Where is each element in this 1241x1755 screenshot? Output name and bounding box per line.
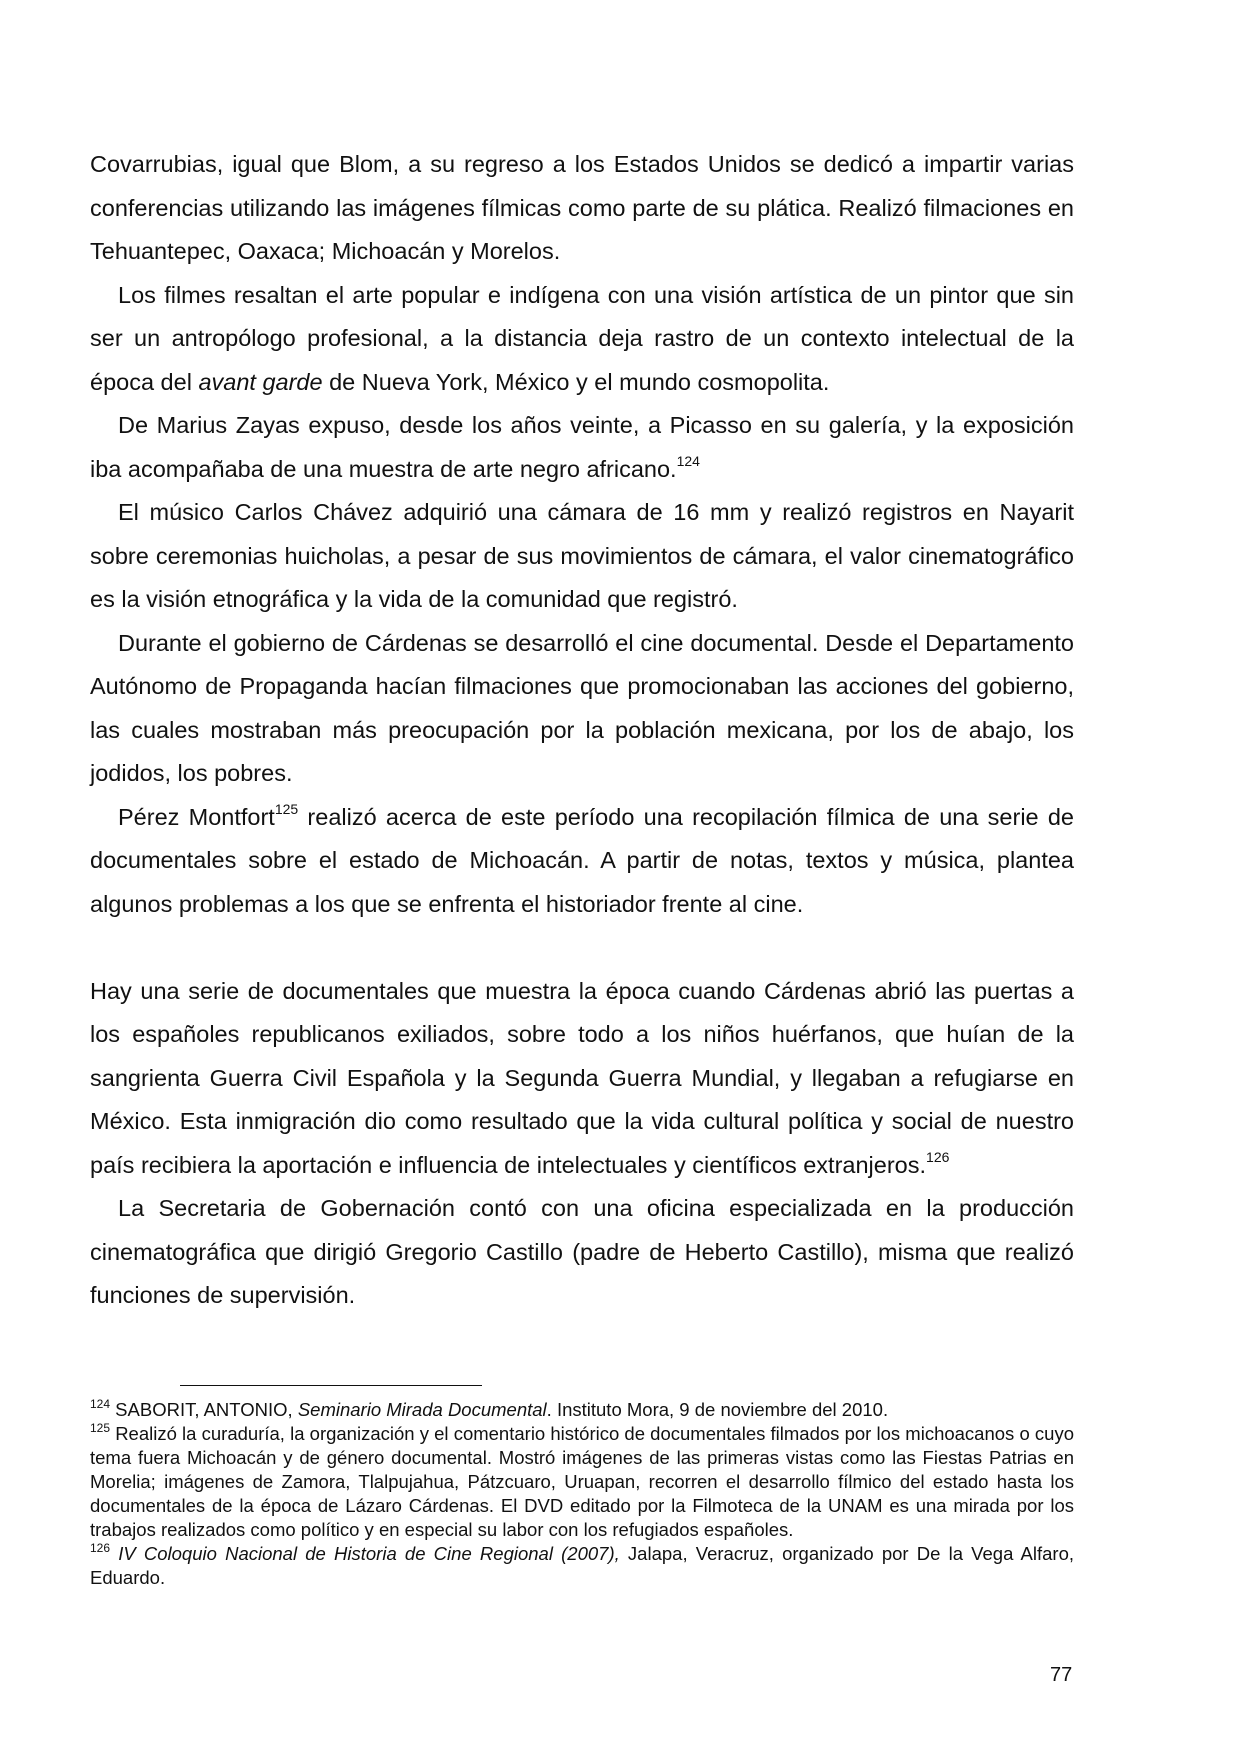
- text-run: El músico Carlos Chávez adquirió una cámara de 16 mm y realizó registros en Nayarit sobre ceremonias huicholas, a pesar de sus movimientos de cámara, el valor cinematográfico es la visión etnográfica y la vida de la comunidad que registró.: [90, 499, 1074, 612]
- italic-text: Seminario Mirada Documental: [297, 1399, 547, 1420]
- italic-text: avant garde: [198, 368, 323, 395]
- footnote-reference: 124: [676, 452, 700, 469]
- document-page: [90, 143, 1074, 1318]
- text-run: [110, 1543, 118, 1564]
- footnote: [90, 1542, 1074, 1590]
- text-run: . Instituto Mora, 9 de noviembre del 2010.: [546, 1399, 889, 1420]
- page-number: 77: [1050, 1664, 1073, 1686]
- text-run: Los filmes resaltan el arte popular e indígena con una visión artística de un pintor que sin ser un antropólogo profesional, a la distancia deja rastro de un contexto intelectual de la época del: [90, 281, 1074, 395]
- body-text: [90, 143, 1074, 1318]
- text-run: Pérez Montfort: [118, 803, 275, 830]
- text-run: De Marius Zayas expuso, desde los años veinte, a Picasso en su galería, y la exposición iba acompañaba de una muestra de arte negro africano.: [90, 412, 1074, 482]
- text-run: SABORIT, ANTONIO,: [110, 1399, 298, 1420]
- paragraph: [90, 274, 1074, 405]
- text-run: de Nueva York, México y el mundo cosmopolita.: [322, 368, 830, 395]
- paragraph: [90, 622, 1074, 796]
- footnote-number: 124: [90, 1396, 111, 1411]
- footnote: [90, 1422, 1074, 1542]
- footnote: [90, 1398, 1074, 1422]
- italic-text: IV Coloquio Nacional de Historia de Cine Regional (2007),: [118, 1543, 620, 1564]
- text-run: La Secretaria de Gobernación contó con una oficina especializada en la producción cinematográfica que dirigió Gregorio Castillo (padre de Heberto Castillo), misma que realizó funciones de supervisión.: [90, 1195, 1074, 1308]
- paragraph: [90, 796, 1074, 927]
- footnote-reference: 126: [926, 1148, 950, 1165]
- text-run: Hay una serie de documentales que muestra la época cuando Cárdenas abrió las puertas a los españoles republicanos exiliados, sobre todo a los niños huérfanos, que huían de la sangrienta Guerra Civil Española y la Segunda Guerra Mundial, y llegaban a refugiarse en México. Esta inmigración dio como resultado que la vida cultural política y social de nuestro país recibiera la aportación e influencia de intelectuales y científicos extranjeros.: [90, 977, 1074, 1178]
- footnote-number: 125: [90, 1420, 111, 1435]
- paragraph: [90, 1187, 1074, 1318]
- text-run: realizó acerca de este período una recopilación fílmica de una serie de documentales sobre el estado de Michoacán. A partir de notas, textos y música, plantea algunos problemas a los que se enfrenta el historiador frente al cine.: [90, 803, 1074, 917]
- text-run: Jalapa, Veracruz, organizado por De la Vega Alfaro, Eduardo.: [90, 1543, 1074, 1588]
- text-run: Realizó la curaduría, la organización y el comentario histórico de documentales filmados por los michoacanos o cuyo tema fuera Michoacán y de género documental. Mostró imágenes de las primeras vistas como las Fiestas Patrias en Morelia; imágenes de Zamora, Tlalpujahua, Pátzcuaro, Uruapan, recorren el desarrollo fílmico del estado hasta los documentales de la época de Lázaro Cárdenas. El DVD editado por la Filmoteca de la UNAM es una mirada por los trabajos realizados como político y en especial su labor con los refugiados españoles.: [90, 1423, 1074, 1540]
- paragraph: [90, 404, 1074, 491]
- paragraph: [90, 143, 1074, 274]
- footnotes: [90, 1398, 1074, 1590]
- footnote-separator: [180, 1385, 482, 1386]
- paragraph: [90, 491, 1074, 622]
- footnote-number: 126: [90, 1540, 111, 1555]
- footnote-reference: 125: [274, 800, 299, 817]
- paragraph: [90, 970, 1074, 1188]
- text-run: Durante el gobierno de Cárdenas se desarrolló el cine documental. Desde el Departamento Autónomo de Propaganda hacían filmaciones que promocionaban las acciones del gobierno, las cuales mostraban más preocupación por la población mexicana, por los de abajo, los jodidos, los pobres.: [90, 629, 1074, 786]
- text-run: Covarrubias, igual que Blom, a su regreso a los Estados Unidos se dedicó a impartir varias conferencias utilizando las imágenes fílmicas como parte de su plática. Realizó filmaciones en Tehuantepec, Oaxaca; Michoacán y Morelos.: [90, 151, 1074, 264]
